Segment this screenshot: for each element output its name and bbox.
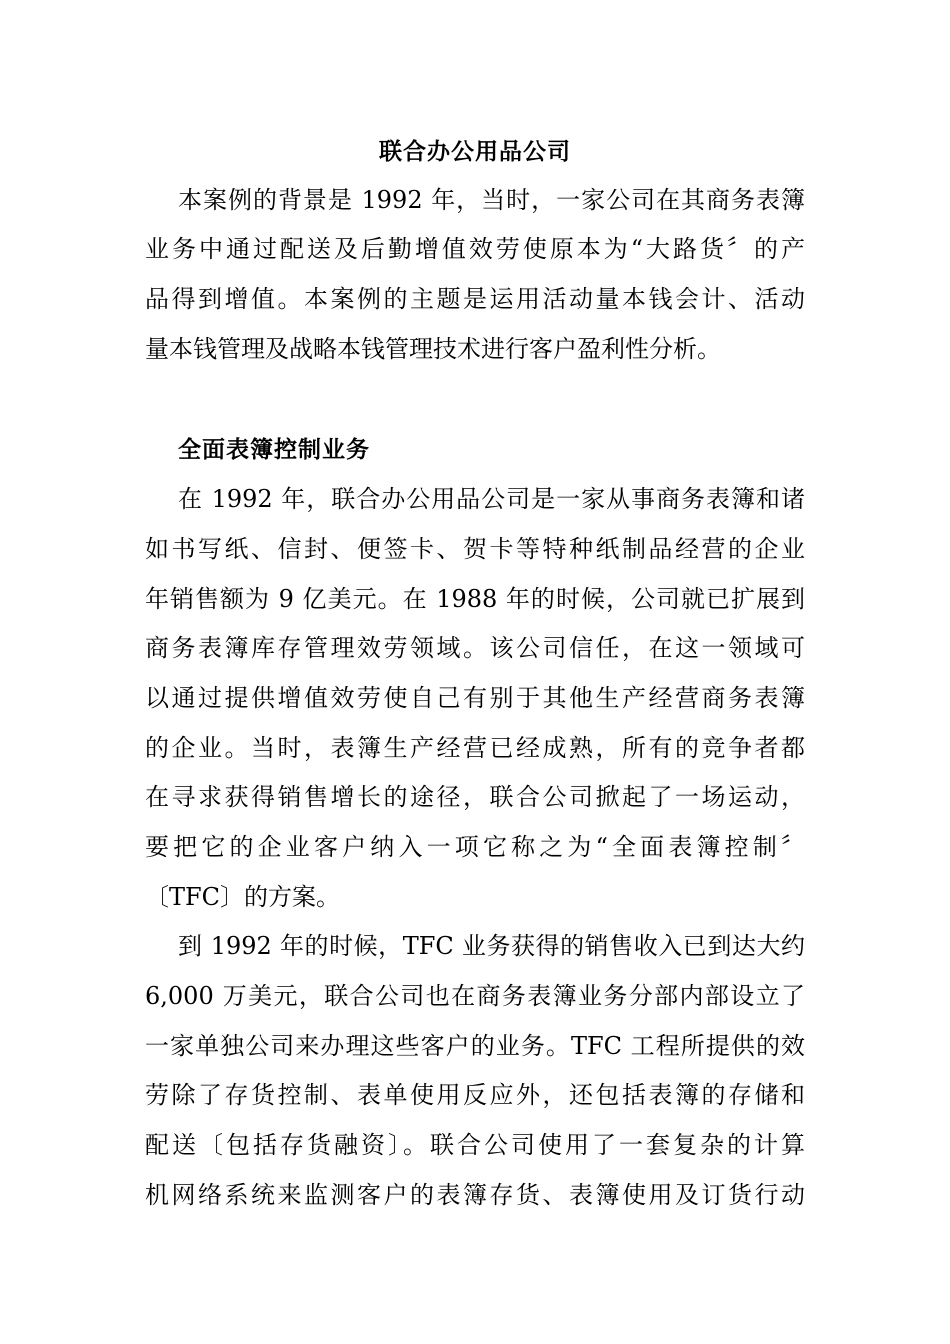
paragraph-line: 要把它的企业客户纳入一项它称之为“全面表簿控制〞 bbox=[145, 833, 805, 861]
paragraph-line: 商务表簿库存管理效劳领域。该公司信任，在这一领域可 bbox=[145, 634, 805, 662]
paragraph-line: 劳除了存货控制、表单使用反应外，还包括表簿的存储和 bbox=[145, 1081, 805, 1109]
paragraph-line: 配送〔包括存货融资〕。联合公司使用了一套复杂的计算 bbox=[145, 1131, 805, 1159]
intro-line: 品得到增值。本案例的主题是运用活动量本钱会计、活动 bbox=[145, 285, 805, 313]
paragraph-line: 如书写纸、信封、便签卡、贺卡等特种纸制品经营的企业 bbox=[145, 535, 805, 563]
section-heading: 全面表簿控制业务 bbox=[178, 437, 370, 463]
paragraph-line: 以通过提供增值效劳使自己有别于其他生产经营商务表簿 bbox=[145, 684, 805, 712]
paragraph-line: 〔TFC〕的方案。 bbox=[145, 883, 341, 911]
paragraph-line: 6,000 万美元，联合公司也在商务表簿业务分部内部设立了 bbox=[145, 982, 805, 1010]
paragraph-line: 年销售额为 9 亿美元。在 1988 年的时候，公司就已扩展到 bbox=[145, 585, 805, 613]
paragraph-line: 的企业。当时，表簿生产经营已经成熟，所有的竞争者都 bbox=[145, 734, 805, 762]
paragraph-line: 一家单独公司来办理这些客户的业务。TFC 工程所提供的效 bbox=[145, 1032, 805, 1060]
intro-line: 业务中通过配送及后勤增值效劳使原本为“大路货〞的产 bbox=[145, 235, 805, 263]
paragraph-line: 在 1992 年，联合办公用品公司是一家从事商务表簿和诸 bbox=[178, 485, 805, 513]
document-title: 联合办公用品公司 bbox=[379, 139, 571, 165]
intro-line: 本案例的背景是 1992 年，当时，一家公司在其商务表簿 bbox=[178, 186, 805, 214]
intro-line: 量本钱管理及战略本钱管理技术进行客户盈利性分析。 bbox=[145, 335, 721, 363]
paragraph-line: 机网络系统来监测客户的表簿存货、表簿使用及订货行动 bbox=[145, 1181, 805, 1209]
paragraph-line: 到 1992 年的时候，TFC 业务获得的销售收入已到达大约 bbox=[178, 932, 805, 960]
paragraph-line: 在寻求获得销售增长的途径，联合公司掀起了一场运动， bbox=[145, 783, 805, 811]
